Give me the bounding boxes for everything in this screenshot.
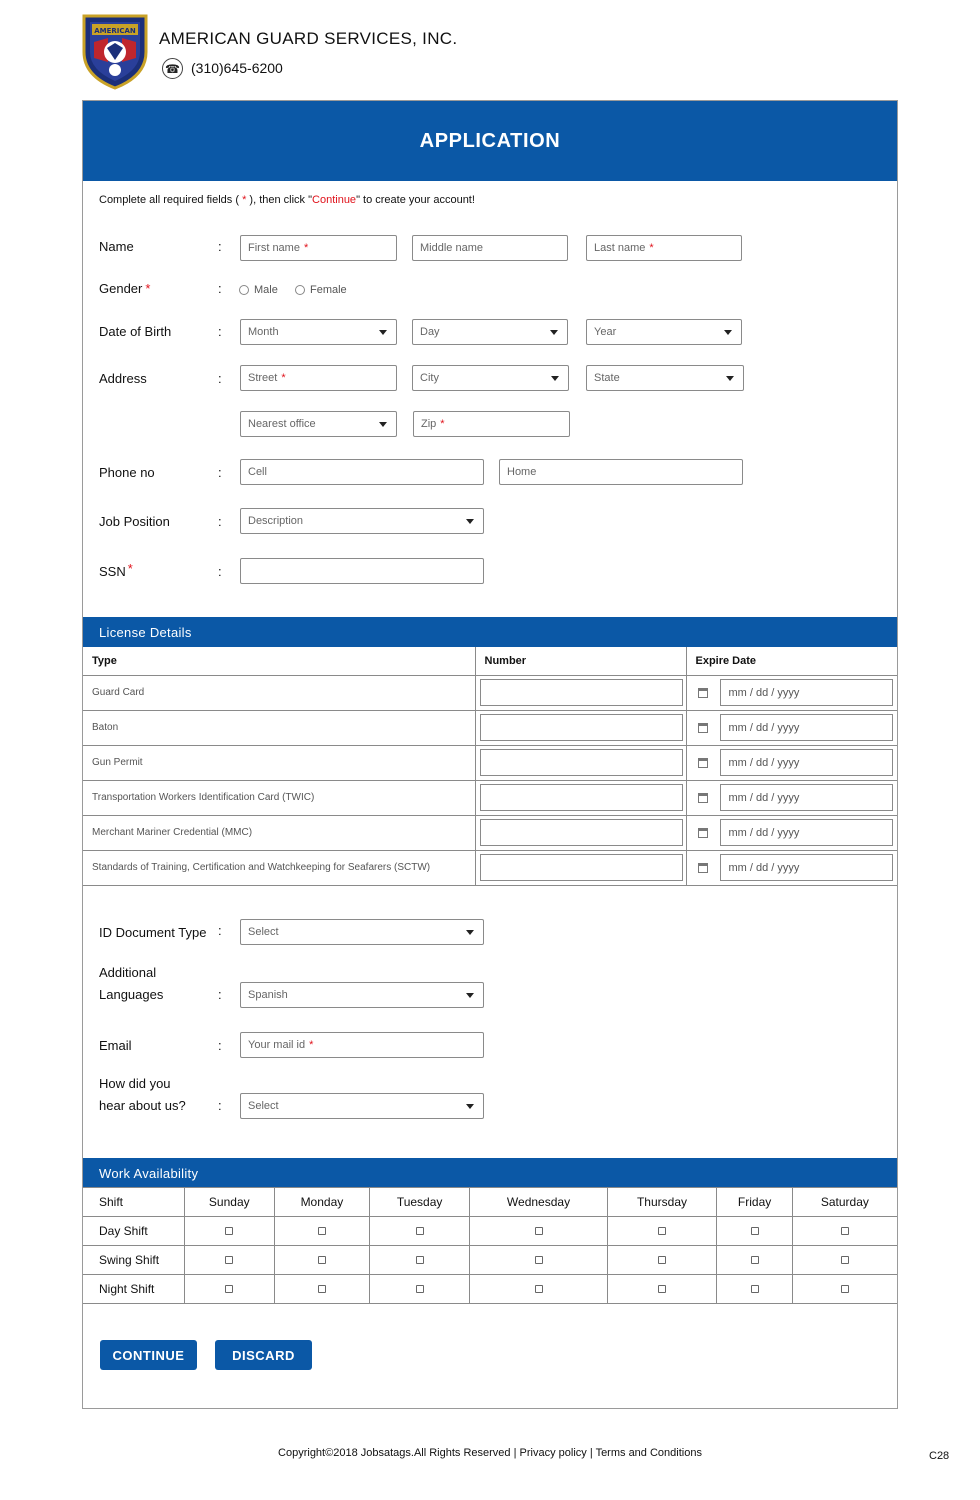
availability-cell — [275, 1217, 370, 1246]
chevron-down-icon — [379, 330, 387, 335]
colon: : — [218, 564, 222, 579]
discard-button[interactable]: DISCARD — [215, 1340, 312, 1370]
chevron-down-icon — [724, 330, 732, 335]
calendar-icon[interactable] — [698, 758, 708, 768]
chevron-down-icon — [466, 1104, 474, 1109]
license-expire-cell — [686, 745, 897, 780]
languages-select[interactable] — [240, 982, 484, 1008]
middle-name-field[interactable] — [412, 235, 568, 261]
zip-placeholder: Zip — [421, 418, 437, 430]
ssn-label — [99, 561, 133, 579]
city-value: City — [420, 372, 439, 384]
availability-cell — [607, 1275, 717, 1304]
license-type: Baton — [83, 710, 475, 745]
referral-select[interactable] — [240, 1093, 484, 1119]
languages-label-line1: Additional — [99, 965, 157, 980]
dob-year-select[interactable] — [586, 319, 742, 345]
availability-cell — [184, 1217, 275, 1246]
availability-checkbox[interactable] — [225, 1227, 233, 1235]
chevron-down-icon — [726, 376, 734, 381]
availability-checkbox[interactable] — [225, 1256, 233, 1264]
ssn-field[interactable] — [240, 558, 484, 584]
shift-label: Night Shift — [83, 1275, 184, 1304]
required-star: * — [309, 1039, 314, 1051]
license-expire-cell — [686, 675, 897, 710]
gender-male-radio[interactable] — [239, 285, 249, 295]
availability-cell — [717, 1217, 792, 1246]
availability-cell — [369, 1275, 470, 1304]
license-number-header: Number — [475, 647, 686, 675]
availability-checkbox[interactable] — [225, 1285, 233, 1293]
license-type: Merchant Mariner Credential (MMC) — [83, 815, 475, 850]
license-number-cell — [475, 745, 686, 780]
availability-cell — [717, 1275, 792, 1304]
phone-icon: ☎ — [162, 58, 183, 79]
colon: : — [218, 465, 222, 480]
availability-cell — [607, 1246, 717, 1275]
address-label: Address — [99, 371, 147, 386]
state-select[interactable] — [586, 365, 744, 391]
colon: : — [218, 514, 222, 529]
license-expire-cell — [686, 780, 897, 815]
gender-label-text: Gender — [99, 281, 143, 296]
chevron-down-icon — [550, 330, 558, 335]
name-label: Name — [99, 239, 134, 254]
availability-checkbox[interactable] — [658, 1256, 666, 1264]
shift-label: Swing Shift — [83, 1246, 184, 1275]
last-name-field[interactable] — [586, 235, 742, 261]
first-name-placeholder: First name — [248, 242, 300, 254]
shift-header: Shift — [83, 1188, 184, 1217]
calendar-icon[interactable] — [698, 793, 708, 803]
availability-checkbox[interactable] — [535, 1285, 543, 1293]
home-phone-field[interactable] — [499, 459, 743, 485]
languages-value: Spanish — [248, 989, 288, 1001]
required-star: * — [281, 372, 286, 384]
day-header: Tuesday — [369, 1188, 470, 1217]
license-type: Standards of Training, Certification and Watchkeeping for Seafarers (SCTW) — [83, 850, 475, 885]
license-expire-group — [687, 749, 898, 776]
email-placeholder: Your mail id — [248, 1039, 306, 1051]
instructions-prefix: Complete all required fields ( — [99, 194, 243, 206]
id-document-select[interactable] — [240, 919, 484, 945]
terms-link[interactable]: Terms and Conditions — [595, 1447, 702, 1459]
availability-checkbox[interactable] — [416, 1285, 424, 1293]
languages-label-line2: Languages — [99, 987, 164, 1002]
company-phone: (310)645-6200 — [191, 60, 283, 76]
job-position-value: Description — [248, 515, 304, 527]
chevron-down-icon — [466, 519, 474, 524]
license-expire-input[interactable]: mm / dd / yyyy — [720, 714, 893, 741]
calendar-icon[interactable] — [698, 828, 708, 838]
copyright-text: Copyright©2018 Jobsatags.All Rights Reserved — [278, 1447, 511, 1459]
availability-cell — [792, 1246, 897, 1275]
availability-checkbox[interactable] — [318, 1227, 326, 1235]
day-header: Friday — [717, 1188, 792, 1217]
chevron-down-icon — [466, 993, 474, 998]
dob-day-select[interactable] — [412, 319, 568, 345]
license-row — [83, 745, 897, 780]
availability-cell — [369, 1217, 470, 1246]
shift-label: Day Shift — [83, 1217, 184, 1246]
license-number-input[interactable] — [480, 854, 683, 881]
license-expire-group — [687, 679, 898, 706]
chevron-down-icon — [379, 422, 387, 427]
license-type: Transportation Workers Identification Card (TWIC) — [83, 780, 475, 815]
day-header: Thursday — [607, 1188, 717, 1217]
referral-label-line2: hear about us? — [99, 1098, 186, 1113]
referral-value: Select — [248, 1100, 279, 1112]
availability-cell — [470, 1217, 607, 1246]
job-position-label: Job Position — [99, 514, 170, 529]
license-type-header: Type — [83, 647, 475, 675]
cell-placeholder: Cell — [248, 466, 267, 478]
license-number-cell — [475, 815, 686, 850]
license-expire-input[interactable]: mm / dd / yyyy — [720, 854, 893, 881]
company-logo — [80, 12, 150, 90]
license-expire-group — [687, 714, 898, 741]
license-expire-cell — [686, 710, 897, 745]
dob-year-value: Year — [594, 326, 617, 338]
license-number-input[interactable] — [480, 784, 683, 811]
dob-label: Date of Birth — [99, 324, 172, 339]
availability-cell — [275, 1275, 370, 1304]
license-number-cell — [475, 710, 686, 745]
required-star: * — [440, 418, 445, 430]
form-instructions — [99, 194, 475, 206]
shift-row — [83, 1246, 897, 1275]
availability-checkbox[interactable] — [841, 1285, 849, 1293]
availability-checkbox[interactable] — [416, 1227, 424, 1235]
license-number-input[interactable] — [480, 679, 683, 706]
state-value: State — [594, 372, 620, 384]
dob-month-value: Month — [248, 326, 279, 338]
license-row — [83, 710, 897, 745]
colon: : — [218, 1038, 222, 1053]
street-placeholder: Street — [248, 372, 278, 384]
dob-day-value: Day — [420, 326, 440, 338]
availability-cell — [792, 1275, 897, 1304]
license-number-input[interactable] — [480, 749, 683, 776]
license-expire-group — [687, 819, 898, 846]
license-expire-group — [687, 854, 898, 881]
email-label: Email — [99, 1038, 132, 1053]
availability-checkbox[interactable] — [535, 1227, 543, 1235]
license-expire-input[interactable]: mm / dd / yyyy — [720, 679, 893, 706]
page-code: C28 — [929, 1450, 950, 1462]
availability-section-header: Work Availability — [83, 1158, 897, 1188]
license-expire-group — [687, 784, 898, 811]
availability-checkbox[interactable] — [841, 1256, 849, 1264]
colon: : — [218, 371, 222, 386]
page-title: APPLICATION — [83, 101, 897, 181]
cell-phone-field[interactable] — [240, 459, 484, 485]
email-field[interactable] — [240, 1032, 484, 1058]
gender-label — [99, 281, 150, 296]
middle-name-placeholder: Middle name — [420, 242, 483, 254]
license-type: Gun Permit — [83, 745, 475, 780]
company-name: AMERICAN GUARD SERVICES, INC. — [159, 29, 458, 48]
required-star: * — [303, 242, 309, 254]
availability-cell — [717, 1246, 792, 1275]
colon: : — [218, 987, 222, 1002]
continue-word: Continue — [312, 194, 357, 206]
gender-male-label[interactable]: Male — [254, 284, 278, 296]
colon: : — [218, 281, 222, 296]
availability-cell — [184, 1275, 275, 1304]
license-row — [83, 850, 897, 885]
license-number-input[interactable] — [480, 819, 683, 846]
colon: : — [218, 324, 222, 339]
last-name-placeholder: Last name — [594, 242, 646, 254]
license-number-input[interactable] — [480, 714, 683, 741]
license-expire-header: Expire Date — [686, 647, 897, 675]
continue-button[interactable]: CONTINUE — [100, 1340, 197, 1370]
availability-checkbox[interactable] — [658, 1227, 666, 1235]
shift-row — [83, 1275, 897, 1304]
id-document-label: ID Document Type — [99, 925, 207, 940]
availability-cell — [792, 1217, 897, 1246]
license-section-header: License Details — [83, 617, 897, 647]
calendar-icon[interactable] — [698, 688, 708, 698]
first-name-field[interactable] — [240, 235, 397, 261]
availability-checkbox[interactable] — [751, 1256, 759, 1264]
availability-checkbox[interactable] — [658, 1285, 666, 1293]
street-field[interactable] — [240, 365, 397, 391]
id-document-value: Select — [248, 926, 279, 938]
day-header: Saturday — [792, 1188, 897, 1217]
availability-cell — [184, 1246, 275, 1275]
chevron-down-icon — [551, 376, 559, 381]
required-star: * — [127, 561, 133, 576]
home-placeholder: Home — [507, 466, 537, 478]
day-header: Wednesday — [470, 1188, 607, 1217]
availability-checkbox[interactable] — [535, 1256, 543, 1264]
availability-checkbox[interactable] — [318, 1256, 326, 1264]
calendar-icon[interactable] — [698, 723, 708, 733]
availability-cell — [607, 1217, 717, 1246]
instructions-suffix: " to create your account! — [356, 194, 475, 206]
gender-female-label[interactable]: Female — [310, 284, 347, 296]
dob-month-select[interactable] — [240, 319, 397, 345]
availability-cell — [470, 1246, 607, 1275]
job-position-select[interactable] — [240, 508, 484, 534]
footer-separator: | — [513, 1447, 517, 1459]
referral-label-line1: How did you — [99, 1076, 171, 1091]
shift-row — [83, 1217, 897, 1246]
license-number-cell — [475, 675, 686, 710]
city-select[interactable] — [412, 365, 569, 391]
license-expire-cell — [686, 850, 897, 885]
availability-table — [83, 1187, 897, 1304]
license-expire-input[interactable]: mm / dd / yyyy — [720, 819, 893, 846]
license-number-cell — [475, 780, 686, 815]
availability-checkbox[interactable] — [751, 1285, 759, 1293]
chevron-down-icon — [466, 930, 474, 935]
privacy-policy-link[interactable]: Privacy policy — [519, 1447, 587, 1459]
availability-checkbox[interactable] — [841, 1227, 849, 1235]
calendar-icon[interactable] — [698, 863, 708, 873]
license-expire-input[interactable]: mm / dd / yyyy — [720, 749, 893, 776]
availability-cell — [369, 1246, 470, 1275]
license-type: Guard Card — [83, 675, 475, 710]
day-header: Sunday — [184, 1188, 275, 1217]
colon: : — [218, 1098, 222, 1113]
nearest-office-select[interactable] — [240, 411, 397, 437]
zip-field[interactable] — [413, 411, 570, 437]
day-header: Monday — [275, 1188, 370, 1217]
footer — [0, 1447, 980, 1459]
license-row — [83, 815, 897, 850]
availability-checkbox[interactable] — [318, 1285, 326, 1293]
availability-checkbox[interactable] — [416, 1256, 424, 1264]
footer-separator: | — [589, 1447, 593, 1459]
license-number-cell — [475, 850, 686, 885]
license-expire-cell — [686, 815, 897, 850]
availability-cell — [275, 1246, 370, 1275]
gender-female-radio[interactable] — [295, 285, 305, 295]
nearest-office-value: Nearest office — [248, 418, 316, 430]
logo-text: AMERICAN — [94, 27, 136, 35]
license-row — [83, 780, 897, 815]
required-star: * — [649, 242, 654, 254]
required-star: * — [145, 281, 151, 296]
instructions-middle: ), then click " — [246, 194, 313, 206]
colon: : — [218, 239, 222, 254]
availability-cell — [470, 1275, 607, 1304]
colon: : — [218, 923, 222, 938]
required-star: * — [242, 194, 247, 206]
license-row — [83, 675, 897, 710]
availability-checkbox[interactable] — [751, 1227, 759, 1235]
license-expire-input[interactable]: mm / dd / yyyy — [720, 784, 893, 811]
license-table — [83, 647, 897, 886]
ssn-label-text: SSN — [99, 564, 126, 579]
phone-label: Phone no — [99, 465, 155, 480]
